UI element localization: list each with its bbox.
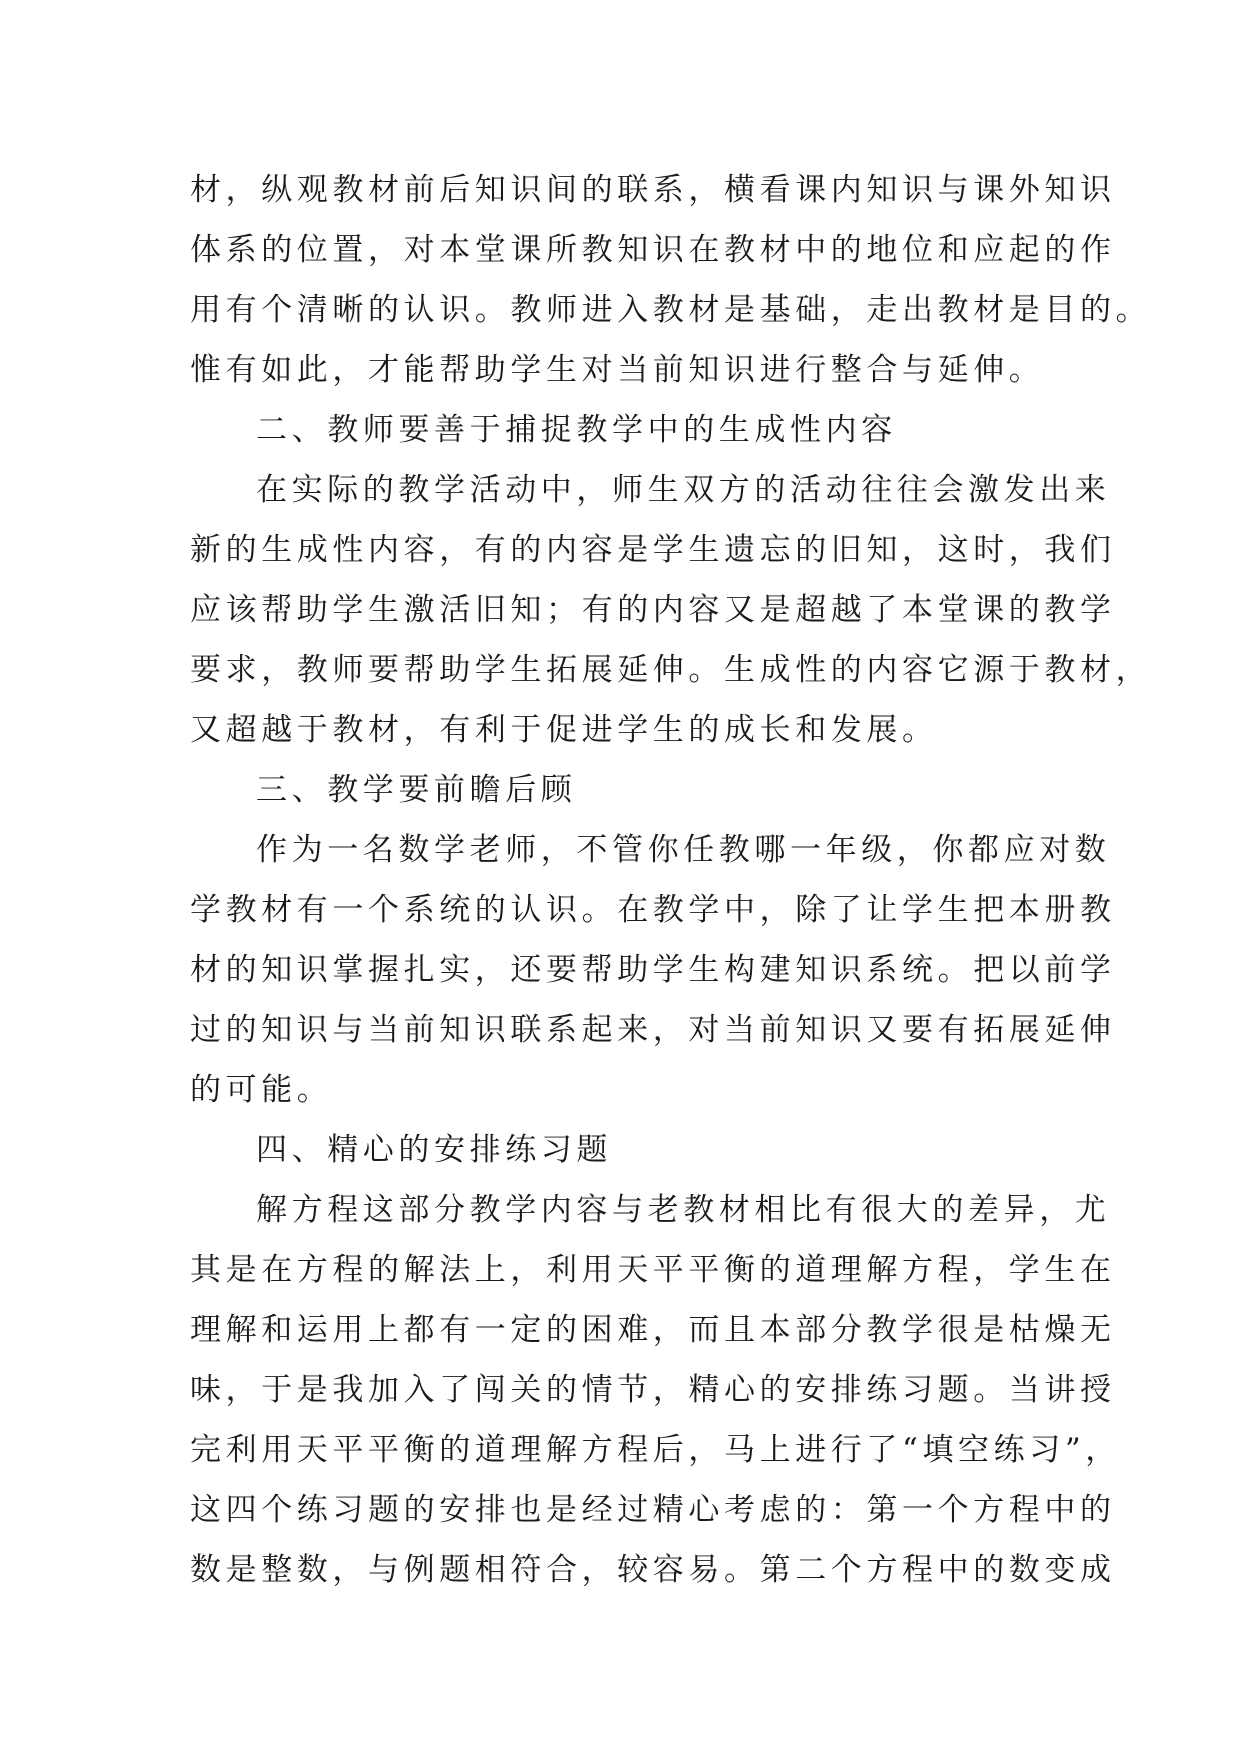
section-heading: 三、教学要前瞻后顾 [256, 772, 577, 808]
section-heading: 四、精心的安排练习题 [256, 1132, 612, 1168]
text-line: 这四个练习题的安排也是经过精心考虑的：第一个方程中的 [190, 1492, 1116, 1528]
text-line: 完利用天平平衡的道理解方程后，马上进行了“填空练习”， [190, 1432, 1121, 1468]
text-line: 其是在方程的解法上，利用天平平衡的道理解方程，学生在 [190, 1252, 1116, 1288]
document-page [190, 160, 1152, 1600]
text-line: 数是整数，与例题相符合，较容易。第二个方程中的数变成 [190, 1552, 1116, 1588]
text-line: 材的知识掌握扎实，还要帮助学生构建知识系统。把以前学 [190, 952, 1116, 988]
text-line: 新的生成性内容，有的内容是学生遗忘的旧知，这时，我们 [190, 532, 1116, 568]
text-line: 要求，教师要帮助学生拓展延伸。生成性的内容它源于教材， [190, 652, 1152, 688]
text-line: 理解和运用上都有一定的困难，而且本部分教学很是枯燥无 [190, 1312, 1116, 1348]
text-line: 体系的位置，对本堂课所教知识在教材中的地位和应起的作 [190, 232, 1116, 268]
text-line: 作为一名数学老师，不管你任教哪一年级，你都应对数 [256, 832, 1111, 868]
text-line: 过的知识与当前知识联系起来，对当前知识又要有拓展延伸 [190, 1012, 1116, 1048]
text-line: 学教材有一个系统的认识。在教学中，除了让学生把本册教 [190, 892, 1116, 928]
text-line: 味，于是我加入了闯关的情节，精心的安排练习题。当讲授 [190, 1372, 1116, 1408]
text-line: 用有个清晰的认识。教师进入教材是基础，走出教材是目的。 [190, 292, 1152, 328]
section-heading: 二、教师要善于捕捉教学中的生成性内容 [256, 412, 897, 448]
text-line: 在实际的教学活动中，师生双方的活动往往会激发出来 [256, 472, 1111, 508]
text-line: 惟有如此，才能帮助学生对当前知识进行整合与延伸。 [190, 352, 1045, 388]
text-line: 的可能。 [190, 1072, 333, 1108]
text-line: 又超越于教材，有利于促进学生的成长和发展。 [190, 712, 938, 748]
text-line: 材，纵观教材前后知识间的联系，横看课内知识与课外知识 [190, 172, 1116, 208]
text-line: 解方程这部分教学内容与老教材相比有很大的差异，尤 [256, 1192, 1111, 1228]
text-line: 应该帮助学生激活旧知；有的内容又是超越了本堂课的教学 [190, 592, 1116, 628]
